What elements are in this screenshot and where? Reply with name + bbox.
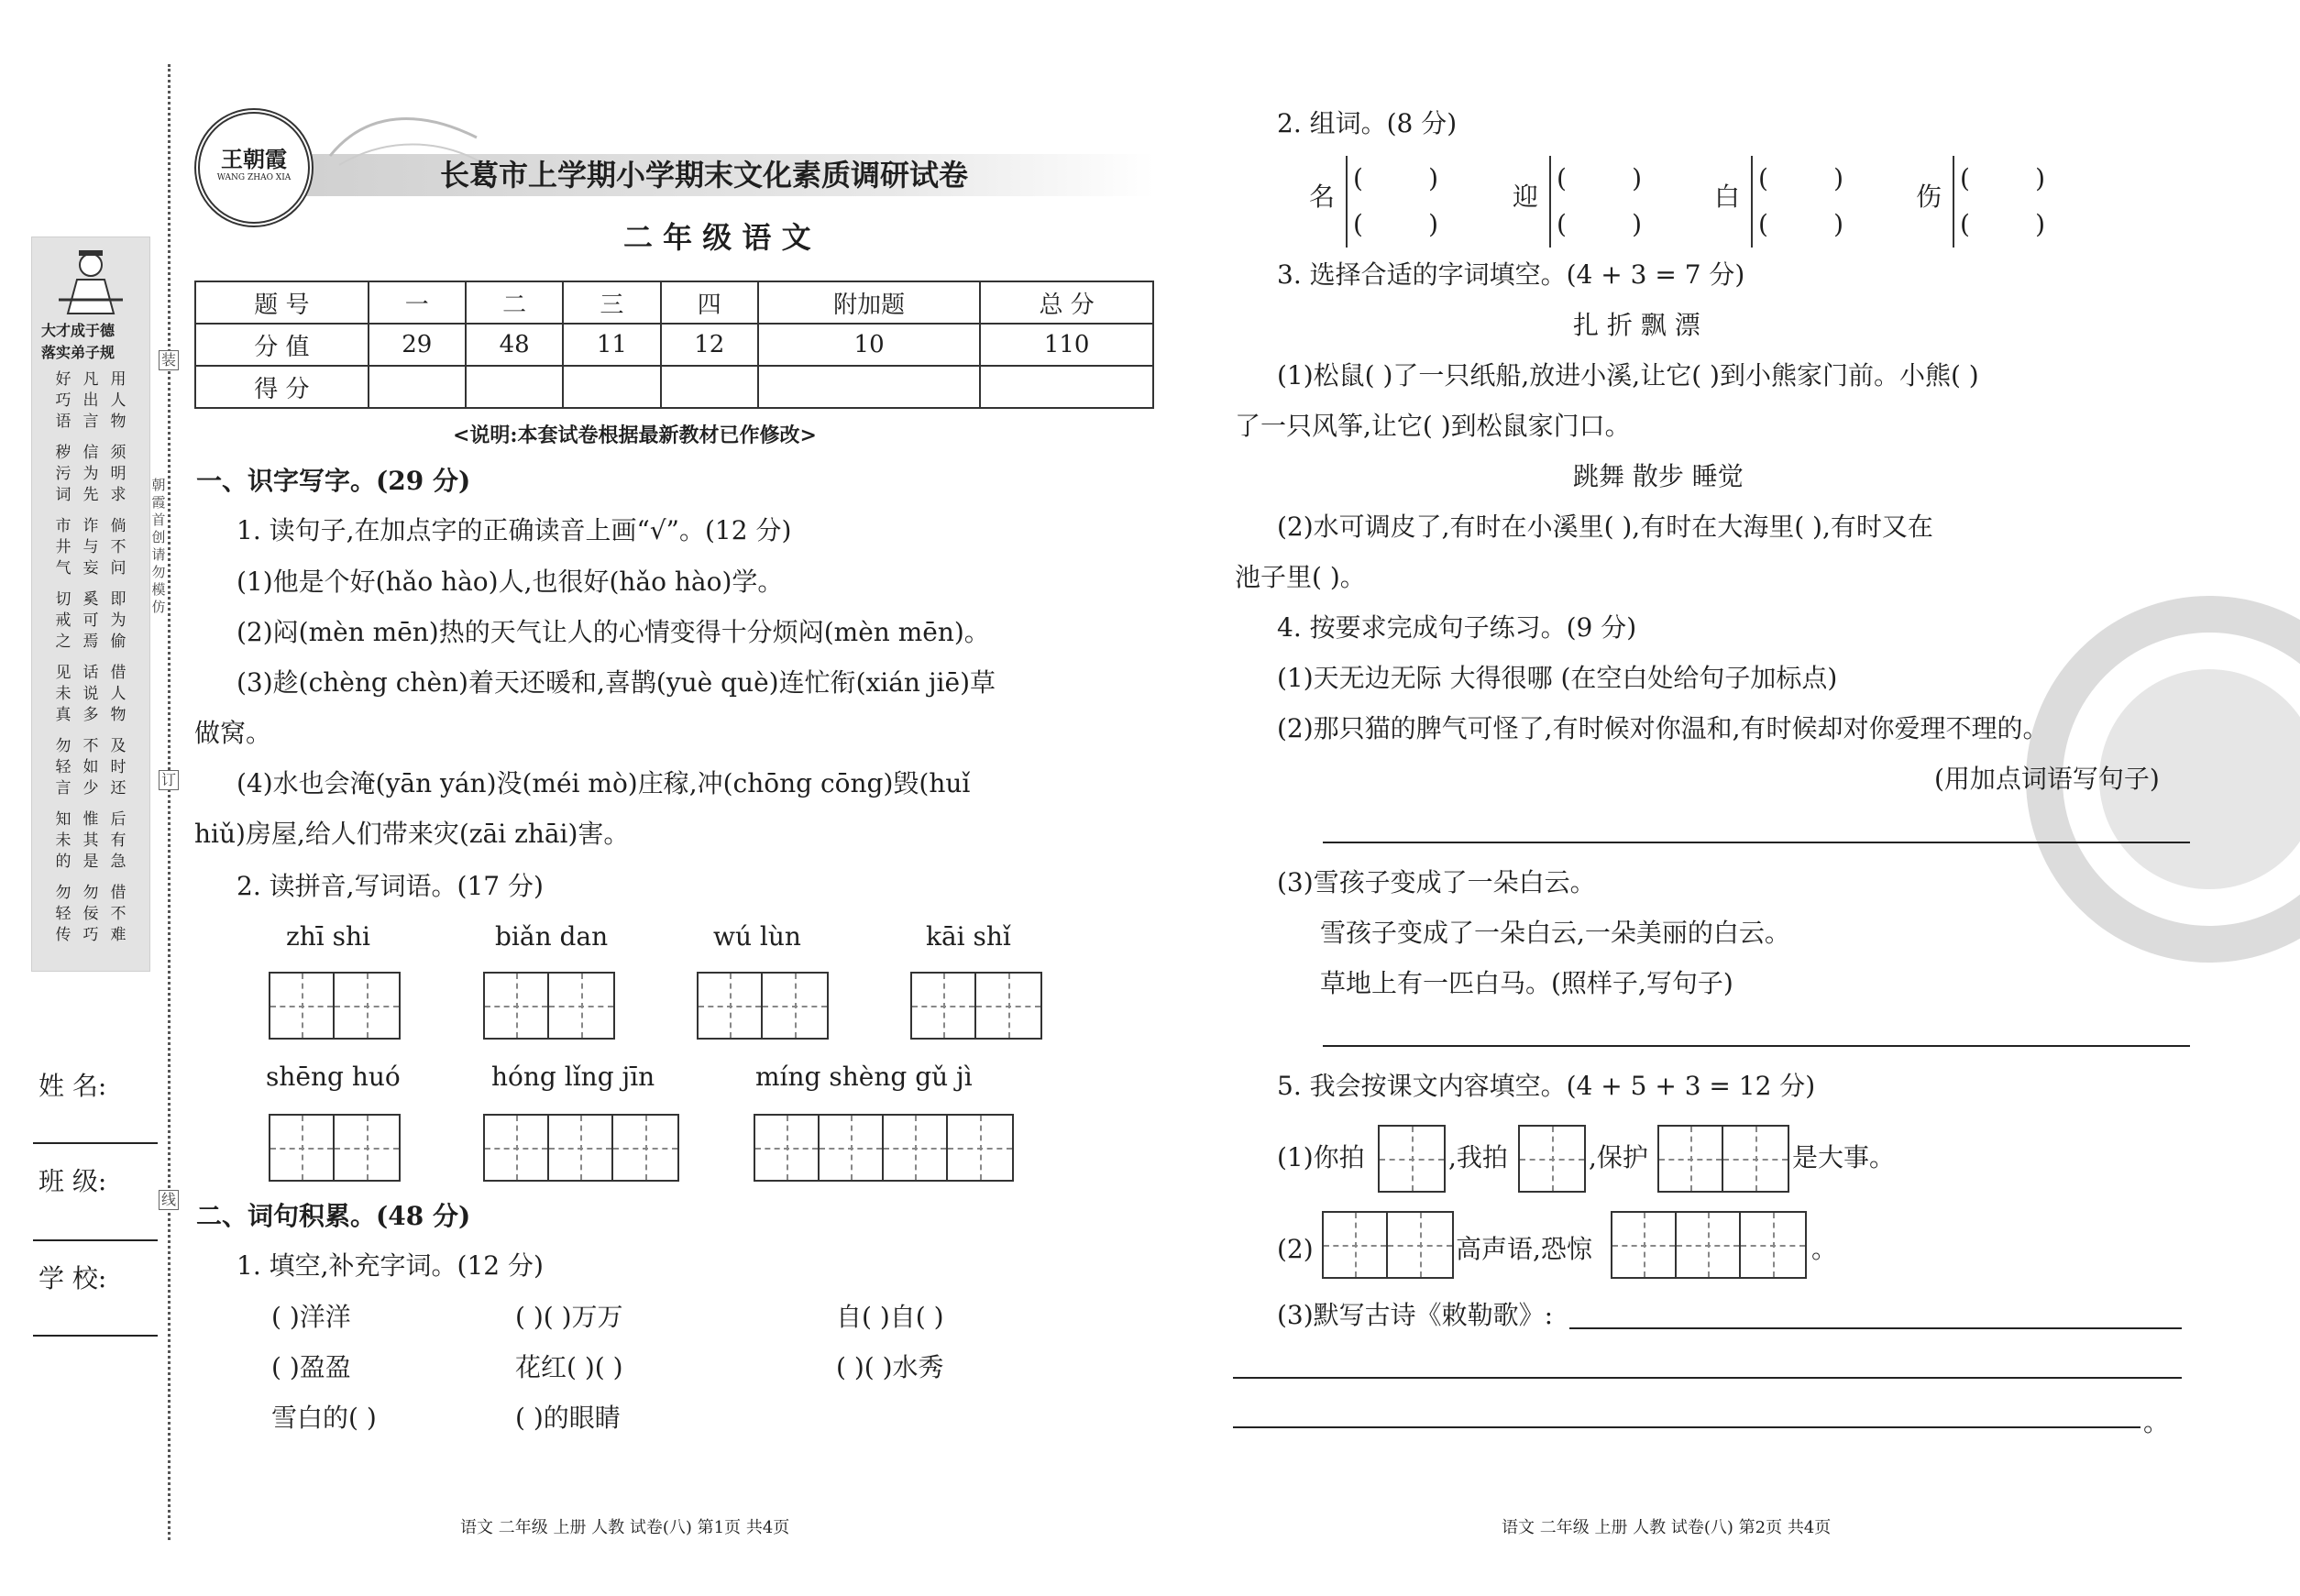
text-2b: 高声语,恐惊 — [1456, 1234, 1592, 1264]
subject-title: 二 年 级 语 文 — [623, 220, 811, 255]
zuci-blanks-3[interactable]: ( ) ( ) — [1751, 156, 1843, 248]
exam-title: 长葛市上学期小学期末文化素质调研试卷 — [440, 158, 969, 193]
school-field[interactable] — [33, 1335, 158, 1337]
answer-line[interactable] — [1569, 1327, 2182, 1329]
writing-grid[interactable] — [1322, 1211, 1454, 1279]
fill-1-3[interactable]: 自( )自( ) — [836, 1302, 944, 1332]
table-cell: 三 — [563, 281, 660, 324]
score-table-score — [195, 366, 1153, 408]
pinyin-7: míng shèng gǔ jì — [755, 1062, 973, 1092]
text-1d: 是大事。 — [1792, 1142, 1896, 1172]
maxim-column: 秽污词 — [55, 444, 72, 504]
brand-logo — [194, 108, 314, 227]
zuci-char-2: 迎 — [1513, 182, 1539, 212]
q1-item-2: (2)闷(mèn mēn)热的天气让人的心情变得十分烦闷(mèn mēn)。 — [237, 617, 990, 647]
scholar-icon — [50, 245, 132, 318]
maxim-column: 凡出言 — [83, 370, 99, 431]
sentence-3-example: 雪孩子变成了一朵白云,一朵美丽的白云。 — [1320, 918, 1790, 948]
score-input-cell[interactable] — [369, 366, 466, 408]
answer-line[interactable] — [1233, 1377, 2182, 1379]
section-1-title: 一、识字写字。(29 分) — [196, 466, 471, 496]
table-cell: 附加题 — [758, 281, 980, 324]
writing-grid[interactable] — [754, 1114, 1014, 1182]
maxim-column: 勿轻传 — [55, 884, 72, 944]
score-input-cell[interactable] — [758, 366, 980, 408]
pinyin-1: zhī shi — [286, 921, 370, 952]
maxim-column: 用人物 — [110, 370, 127, 431]
pinyin-6: hóng lǐng jīn — [491, 1062, 655, 1092]
binding-mark-1: 装 — [159, 350, 179, 370]
name-label: 姓 名: — [39, 1071, 107, 1101]
right-footer: 语文 二年级 上册 人教 试卷(八) 第2页 共4页 — [1502, 1518, 1832, 1537]
table-cell: 总 分 — [980, 281, 1153, 324]
answer-line[interactable] — [1323, 1045, 2190, 1047]
q2-title: 2. 读拼音,写词语。(17 分) — [237, 871, 544, 901]
table-cell: 110 — [980, 324, 1153, 366]
writing-grid[interactable] — [483, 972, 615, 1040]
maxim-column: 即为偷 — [110, 590, 127, 651]
writing-grid[interactable] — [269, 972, 401, 1040]
maxim-column: 市井气 — [55, 517, 72, 578]
score-table-header — [195, 281, 1153, 324]
fill-1-1[interactable]: ( )洋洋 — [271, 1302, 351, 1332]
zuci-blanks-2[interactable]: ( ) ( ) — [1549, 156, 1642, 248]
table-cell: 29 — [369, 324, 466, 366]
zuci-blanks-1[interactable]: ( ) ( ) — [1346, 156, 1438, 248]
fill-3-1[interactable]: 雪白的( ) — [271, 1403, 377, 1433]
pinyin-3: wú lùn — [713, 921, 801, 952]
q1-item-4b: hiǔ)房屋,给人们带来灾(zāi zhāi)害。 — [194, 819, 630, 849]
end-mark: 。 — [2143, 1407, 2170, 1437]
note: <说明:本套试卷根据最新教材已作修改> — [453, 424, 817, 447]
zuci-title: 2. 组词。(8 分) — [1277, 108, 1458, 138]
copyright-vertical: 朝霞首创 请勿模仿 — [151, 477, 166, 615]
maxim-column: 勿佞巧 — [83, 884, 99, 944]
text-2c: 。 — [1811, 1234, 1838, 1264]
q1-title: 1. 读句子,在加点字的正确读音上画“√”。(12 分) — [237, 515, 792, 545]
fill-1-2[interactable]: ( )( )万万 — [515, 1302, 623, 1332]
table-cell: 10 — [758, 324, 980, 366]
class-label: 班 级: — [39, 1166, 107, 1196]
zuci-char-4: 伤 — [1916, 182, 1942, 212]
motto-bottom: 落实弟子规 — [41, 344, 116, 361]
fill-3-2[interactable]: ( )的眼睛 — [515, 1403, 621, 1433]
text-2a: (2) — [1277, 1234, 1314, 1264]
brand-sub: WANG ZHAO XIA — [216, 172, 292, 182]
zuci-char-1: 名 — [1309, 182, 1336, 212]
score-input-cell[interactable] — [661, 366, 758, 408]
q1-item-3a: (3)趁(chèng chèn)着天还暖和,喜鹊(yuè què)连忙衔(xián jiē)草 — [237, 667, 996, 698]
maxim-column: 知未的 — [55, 810, 72, 871]
table-cell: 四 — [661, 281, 758, 324]
section-2-title: 二、词句积累。(48 分) — [196, 1201, 471, 1231]
table-cell: 12 — [661, 324, 758, 366]
writing-grid[interactable] — [1611, 1211, 1807, 1279]
sentence-title: 4. 按要求完成句子练习。(9 分) — [1277, 612, 1637, 643]
binding-mark-3: 线 — [159, 1190, 179, 1210]
maxim-column: 不如少 — [83, 737, 99, 798]
q1-item-3b: 做窝。 — [194, 718, 272, 748]
choose-2a[interactable]: (2)水可调皮了,有时在小溪里( ),有时在大海里( ),有时又在 — [1277, 512, 1933, 542]
pinyin-5: shēng huó — [266, 1062, 401, 1092]
writing-grid[interactable] — [1657, 1125, 1789, 1193]
maxim-column: 信为先 — [83, 444, 99, 504]
writing-grid[interactable] — [697, 972, 829, 1040]
q1-item-1: (1)他是个好(hǎo hào)人,也很好(hǎo hào)学。 — [237, 567, 784, 597]
table-cell: 分 值 — [195, 324, 369, 366]
writing-grid[interactable] — [269, 1114, 401, 1182]
table-cell: 一 — [369, 281, 466, 324]
maxim-column: 后有急 — [110, 810, 127, 871]
writing-grid[interactable] — [1518, 1125, 1586, 1193]
motto-top: 大才成于德 — [41, 322, 116, 339]
sidebar-panel — [31, 237, 150, 972]
score-input-cell[interactable] — [466, 366, 563, 408]
pinyin-2: biǎn dan — [495, 921, 609, 952]
fill-2-1[interactable]: ( )盈盈 — [271, 1352, 351, 1382]
score-table — [194, 281, 1154, 409]
maxim-column: 惟其是 — [83, 810, 99, 871]
answer-line[interactable] — [1233, 1426, 2140, 1428]
text-3: (3)默写古诗《敕勒歌》: — [1277, 1300, 1554, 1330]
choose-1a[interactable]: (1)松鼠( )了一只纸船,放进小溪,让它( )到小熊家门前。小熊( ) — [1277, 360, 1979, 391]
maxim-column: 倘不问 — [110, 517, 127, 578]
maxim-column: 好巧语 — [55, 370, 72, 431]
table-cell: 二 — [466, 281, 563, 324]
text-1b: ,我拍 — [1448, 1142, 1508, 1172]
sentence-1: (1)天无边无际 大得很哪 (在空白处给句子加标点) — [1277, 663, 1838, 693]
maxim-column: 勿轻言 — [55, 737, 72, 798]
maxim-column: 诈与妄 — [83, 517, 99, 578]
text-1c: ,保护 — [1589, 1142, 1648, 1172]
table-cell: 48 — [466, 324, 563, 366]
zuci-char-3: 白 — [1714, 182, 1741, 212]
choose-words-2: 跳舞 散步 睡觉 — [1573, 461, 1744, 491]
writing-grid[interactable] — [910, 972, 1042, 1040]
sentence-2: (2)那只猫的脾气可怪了,有时候对你温和,有时候却对你爱理不理的。 — [1277, 713, 2049, 743]
name-field[interactable] — [33, 1142, 158, 1144]
score-input-cell[interactable] — [980, 366, 1153, 408]
writing-grid[interactable] — [1378, 1125, 1446, 1193]
q3-title: 1. 填空,补充字词。(12 分) — [237, 1250, 544, 1281]
class-field[interactable] — [33, 1239, 158, 1241]
choose-1b[interactable]: 了一只风筝,让它( )到松鼠家门口。 — [1235, 411, 1631, 441]
maxim-column: 及时还 — [110, 737, 127, 798]
sentence-2-hint: (用加点词语写句子) — [1934, 764, 2160, 794]
fill-2-2[interactable]: 花红( )( ) — [515, 1352, 623, 1382]
text-fill-title: 5. 我会按课文内容填空。(4 + 5 + 3 = 12 分) — [1277, 1071, 1816, 1101]
answer-line[interactable] — [1323, 842, 2190, 843]
choose-title: 3. 选择合适的字词填空。(4 + 3 = 7 分) — [1277, 259, 1745, 290]
sentence-3: (3)雪孩子变成了一朵白云。 — [1277, 867, 1596, 897]
maxim-column: 话说多 — [83, 664, 99, 724]
choose-2b[interactable]: 池子里( )。 — [1235, 562, 1366, 592]
binding-line — [168, 64, 171, 1540]
pinyin-4: kāi shǐ — [926, 921, 1011, 952]
table-cell: 题 号 — [195, 281, 369, 324]
score-table-values — [195, 324, 1153, 366]
maxim-column: 借不难 — [110, 884, 127, 944]
binding-mark-2: 订 — [159, 770, 179, 790]
table-cell: 11 — [563, 324, 660, 366]
maxim-column: 切戒之 — [55, 590, 72, 651]
writing-grid[interactable] — [483, 1114, 679, 1182]
zuci-blanks-4[interactable]: ( ) ( ) — [1953, 156, 2045, 248]
left-footer: 语文 二年级 上册 人教 试卷(八) 第1页 共4页 — [460, 1518, 790, 1537]
brand-name: 王朝霞 — [221, 146, 287, 172]
table-cell: 得 分 — [195, 366, 369, 408]
sentence-3-task: 草地上有一匹白马。(照样子,写句子) — [1320, 968, 1733, 998]
maxim-column: 奚可焉 — [83, 590, 99, 651]
choose-words-1: 扎 折 飘 漂 — [1573, 310, 1700, 340]
score-input-cell[interactable] — [563, 366, 660, 408]
text-1a: (1)你拍 — [1277, 1142, 1365, 1172]
maxim-column: 须明求 — [110, 444, 127, 504]
maxim-column: 见未真 — [55, 664, 72, 724]
school-label: 学 校: — [39, 1263, 107, 1293]
q1-item-4a: (4)水也会淹(yān yán)没(méi mò)庄稼,冲(chōng cōng)毁(huǐ — [237, 768, 971, 798]
maxim-column: 借人物 — [110, 664, 127, 724]
fill-2-3[interactable]: ( )( )水秀 — [836, 1352, 944, 1382]
